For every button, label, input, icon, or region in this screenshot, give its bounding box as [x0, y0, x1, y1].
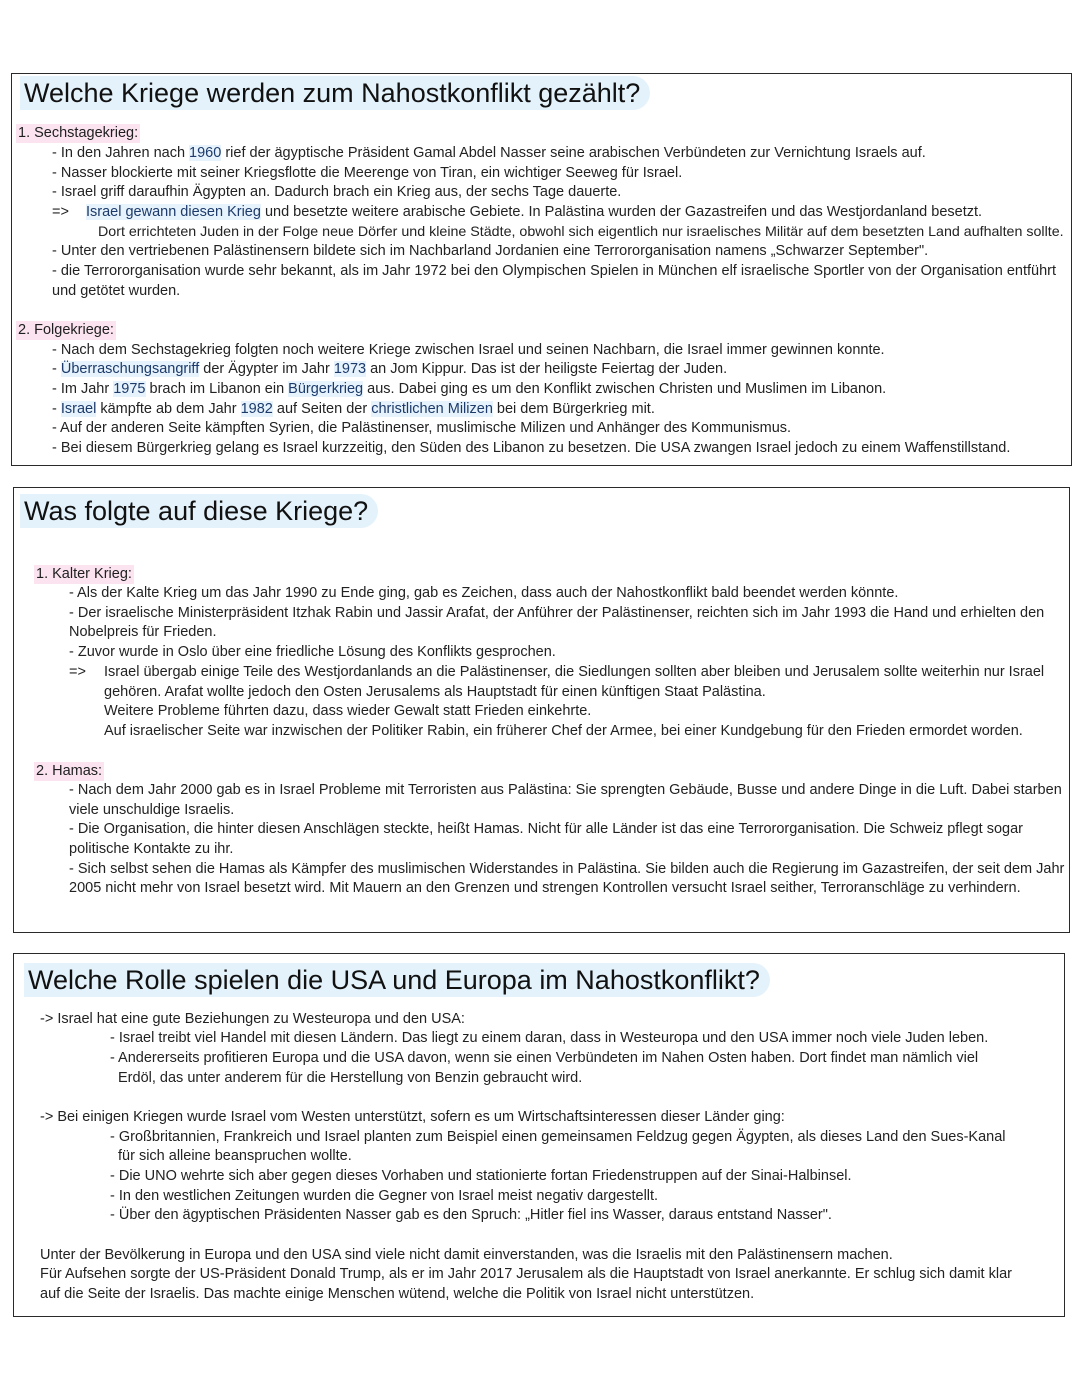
text-line: - Die UNO wehrte sich aber gegen dieses Vorhaben und stationierte fortan Friedenstruppen auf der Sinai-Halbinsel. [110, 1168, 852, 1184]
text-line: Für Aufsehen sorgte der US-Präsident Donald Trump, als er im Jahr 2017 Jerusalem als die Hauptstadt von Israel anerkannte. Er schlug sich damit klar [40, 1266, 1012, 1282]
text-line: - Zuvor wurde in Oslo über eine friedliche Lösung des Konflikts gesprochen. [69, 644, 556, 660]
text-line: Israel übergab einige Teile des Westjordanlands an die Palästinenser, die Siedlungen sollten aber bleiben und Jerusalem sollte weiterhin nur Israel [104, 664, 1045, 680]
text-line: 2005 nicht mehr von Israel besetzt wird. Mit Mauern an den Grenzen und strengen Kontrollen versucht Israel seither, Terroranschläge zu verhindern. [69, 880, 1021, 896]
text-line: -> Israel hat eine gute Beziehungen zu Westeuropa und den USA: [40, 1011, 465, 1027]
text-line: - Andererseits profitieren Europa und die USA davon, wenn sie einen Verbündeten im Nahen Osten haben. Dort findet man nämlich viel [110, 1050, 979, 1066]
subheading-folgekriege: 2. Folgekriege: [18, 322, 114, 338]
text-line: - Sich selbst sehen die Hamas als Kämpfer des muslimischen Widerstandes in Palästina. Sie bilden auch die Regierung im Gazastreifen, der seit dem Jahr [69, 861, 1065, 877]
subheading-hamas: 2. Hamas: [36, 763, 103, 779]
section-usa-europe [13, 953, 1065, 1317]
text-line: - Bei diesem Bürgerkrieg gelang es Israel kurzzeitig, den Süden des Libanon zu besetzen. Die USA zwangen Israel jedoch zu einem Waffenstillstand. [52, 440, 1011, 456]
text-line: - Nach dem Sechstagekrieg folgten noch weitere Kriege zwischen Israel und seinen Nachbarn, die Israel immer gewinnen konnte. [52, 342, 885, 358]
text-line: - Der israelische Ministerpräsident Itzhak Rabin und Jassir Arafat, der Anführer der Palästinenser, reichten sich im Jahr 1993 die Hand und erhielten den [69, 605, 1045, 621]
section-title: Was folgte auf diese Kriege? [20, 494, 378, 528]
text-line: - Im Jahr 1975 brach im Libanon ein Bürgerkrieg aus. Dabei ging es um den Konflikt zwischen Christen und Muslimen im Libanon. [52, 381, 887, 397]
text-line: - Als der Kalte Krieg um das Jahr 1990 zu Ende ging, gab es Zeichen, dass auch der Nahostkonflikt bald beendet werden könnte. [69, 585, 899, 601]
section-title: Welche Kriege werden zum Nahostkonflikt gezählt? [20, 76, 650, 110]
text-line: für sich alleine beanspruchen wollte. [118, 1148, 352, 1164]
arrow-marker: => [52, 204, 69, 220]
text-line: Auf israelischer Seite war inzwischen der Politiker Rabin, ein früherer Chef der Armee, bei einer Kundgebung für den Frieden ermordet worden. [104, 723, 1023, 739]
text-line: Nobelpreis für Frieden. [69, 624, 217, 640]
text-line: - Nach dem Jahr 2000 gab es in Israel Probleme mit Terroristen aus Palästina: Sie sprengten Gebäude, Busse und andere Dinge in die Luft. Dabei starben [69, 782, 1062, 798]
text-line: auf die Seite der Israelis. Das machte einige Menschen wütend, welche die Politik von Israel nicht unterstützen. [40, 1286, 755, 1302]
text-line: - In den westlichen Zeitungen wurden die Gegner von Israel meist negativ dargestellt. [110, 1188, 659, 1204]
text-line: - Überraschungsangriff der Ägypter im Jahr 1973 an Jom Kippur. Das ist der heiligste Feiertag der Juden. [52, 361, 728, 377]
text-line: - Die Organisation, die hinter diesen Anschlägen steckte, heißt Hamas. Nicht für alle Länder ist das eine Terrororganisation. Die Schweiz pflegt sogar [69, 821, 1024, 837]
arrow-marker: => [69, 664, 86, 680]
text-line: - In den Jahren nach 1960 rief der ägyptische Präsident Gamal Abdel Nasser seine arabischen Verbündeten zur Vernichtung Israels auf. [52, 145, 926, 161]
text-line: - Unter den vertriebenen Palästinensern bildete sich im Nachbarland Jordanien eine Terrororganisation namens „Schwarzer September". [52, 243, 929, 259]
text-line: viele unschuldige Israelis. [69, 802, 235, 818]
text-line: -> Bei einigen Kriegen wurde Israel vom Westen unterstützt, sofern es um Wirtschaftsinteressen dieser Länder ging: [40, 1109, 785, 1125]
text-line: - Nasser blockierte mit seiner Kriegsflotte die Meerenge von Tiran, ein wichtiger Seeweg für Israel. [52, 165, 683, 181]
text-line: Weitere Probleme führten dazu, dass wieder Gewalt statt Frieden einkehrte. [104, 703, 592, 719]
text-line: - Großbritannien, Frankreich und Israel planten zum Beispiel einen gemeinsamen Feldzug gegen Ägypten, als dieses Land den Sues-Kanal [110, 1129, 1006, 1145]
text-line: Israel gewann diesen Krieg und besetzte weitere arabische Gebiete. In Palästina wurden der Gazastreifen und das Westjordanland besetzt. [86, 204, 983, 220]
text-line: Dort errichteten Juden in der Folge neue Dörfer und kleine Städte, obwohl sich eigentlich nur israelisches Militär auf dem besetzten Land aufhalten sollte. [98, 224, 1064, 240]
section-aftermath [13, 487, 1070, 933]
text-line: Unter der Bevölkerung in Europa und den USA sind viele nicht damit einverstanden, was die Israelis mit den Palästinensern machen. [40, 1247, 893, 1263]
text-line: - Israel kämpfte ab dem Jahr 1982 auf Seiten der christlichen Milizen bei dem Bürgerkrieg mit. [52, 401, 655, 417]
text-line: - die Terrororganisation wurde sehr bekannt, als im Jahr 1972 bei den Olympischen Spielen in München elf israelische Sportler von der Organisation entführt [52, 263, 1056, 279]
text-line: - Über den ägyptischen Präsidenten Nasser gab es den Spruch: „Hitler fiel ins Wasser, daraus entstand Nasser". [110, 1207, 832, 1223]
subheading-kalter-krieg: 1. Kalter Krieg: [36, 566, 132, 582]
text-line: - Auf der anderen Seite kämpften Syrien, die Palästinenser, muslimische Milizen und Anhänger des Kommunismus. [52, 420, 792, 436]
section-title: Welche Rolle spielen die USA und Europa im Nahostkonflikt? [24, 963, 770, 997]
text-line: und getötet wurden. [52, 283, 181, 299]
text-line: Erdöl, das unter anderem für die Herstellung von Benzin gebraucht wird. [118, 1070, 583, 1086]
subheading-sechstagekrieg: 1. Sechstagekrieg: [18, 125, 139, 141]
text-line: politische Kontakte zu ihr. [69, 841, 234, 857]
text-line: gehören. Arafat wollte jedoch den Osten Jerusalems als Hauptstadt für einen künftigen Staat Palästina. [104, 684, 766, 700]
section-wars [11, 73, 1072, 466]
text-line: - Israel treibt viel Handel mit diesen Ländern. Das liegt zu einem daran, dass in Westeuropa und den USA immer noch viele Juden leben. [110, 1030, 989, 1046]
text-line: - Israel griff daraufhin Ägypten an. Dadurch brach ein Krieg aus, der sechs Tage dauerte. [52, 184, 622, 200]
